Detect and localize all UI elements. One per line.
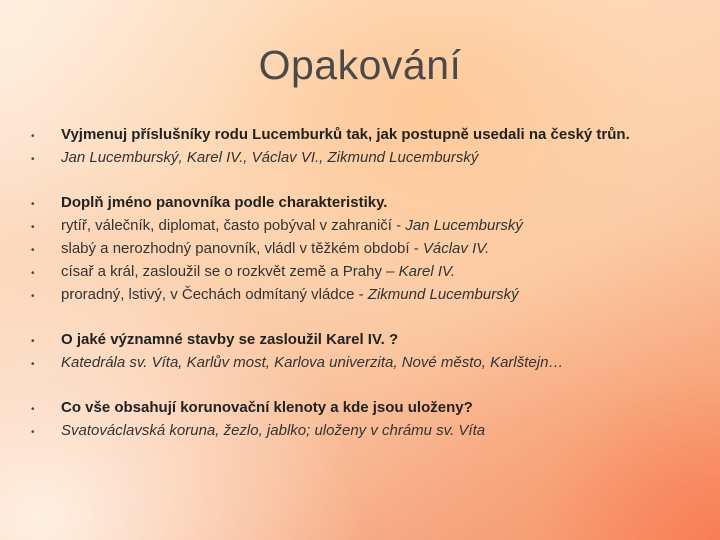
slide-title: Opakování [258, 42, 462, 88]
question-group-1 [28, 126, 698, 172]
question-group-4 [28, 399, 698, 445]
question-group-2 [28, 194, 698, 309]
characteristic-prefix: císař a král, zasloužil se o rozkvět země a Prahy – [61, 263, 399, 280]
bullet-icon: • [31, 131, 35, 142]
bullet-icon: • [31, 222, 35, 233]
characteristic-text [61, 240, 489, 257]
question-text: Vyjmenuj příslušníky rodu Lucemburků tak, jak postupně usedali na český trůn. [61, 126, 630, 143]
bullet-line [28, 126, 698, 149]
bullet-line [28, 149, 698, 172]
characteristic-text [61, 217, 523, 234]
bullet-icon: • [31, 404, 35, 415]
bullet-icon: • [31, 291, 35, 302]
bullet-line [28, 240, 698, 263]
characteristic-answer: Jan Lucemburský [405, 217, 523, 234]
question-text: O jaké významné stavby se zasloužil Karel IV. ? [61, 331, 399, 348]
characteristic-prefix: rytíř, válečník, diplomat, často pobýval v zahraničí - [61, 217, 406, 234]
answer-text: Jan Lucemburský, Karel IV., Václav VI., Zikmund Lucemburský [61, 149, 479, 166]
bullet-icon: • [31, 199, 35, 210]
bullet-icon: • [31, 154, 35, 165]
bullet-icon: • [31, 427, 35, 438]
bullet-icon: • [31, 245, 35, 256]
question-text: Doplň jméno panovníka podle charakteristiky. [61, 194, 388, 211]
characteristic-answer: Václav IV. [422, 240, 490, 257]
slide-content [28, 126, 698, 467]
characteristic-prefix: slabý a nerozhodný panovník, vládl v těžkém období - [61, 240, 423, 257]
bullet-icon: • [31, 268, 35, 279]
bullet-line [28, 331, 698, 354]
bullet-icon: • [31, 359, 35, 370]
bullet-line [28, 354, 698, 377]
bullet-icon: • [31, 336, 35, 347]
bullet-line [28, 194, 698, 217]
characteristic-prefix: proradný, lstivý, v Čechách odmítaný vládce - [61, 286, 368, 303]
bullet-line [28, 422, 698, 445]
bullet-line [28, 399, 698, 422]
answer-text: Katedrála sv. Víta, Karlův most, Karlova univerzita, Nové město, Karlštejn… [61, 354, 564, 371]
characteristic-text [61, 263, 455, 280]
characteristic-text [61, 286, 519, 303]
answer-text: Svatováclavská koruna, žezlo, jablko; uloženy v chrámu sv. Víta [61, 422, 486, 439]
question-group-3 [28, 331, 698, 377]
bullet-line [28, 217, 698, 240]
bullet-line [28, 263, 698, 286]
question-text: Co vše obsahují korunovační klenoty a kde jsou uloženy? [61, 399, 473, 416]
characteristic-answer: Zikmund Lucemburský [367, 286, 519, 303]
bullet-line [28, 286, 698, 309]
characteristic-answer: Karel IV. [398, 263, 456, 280]
